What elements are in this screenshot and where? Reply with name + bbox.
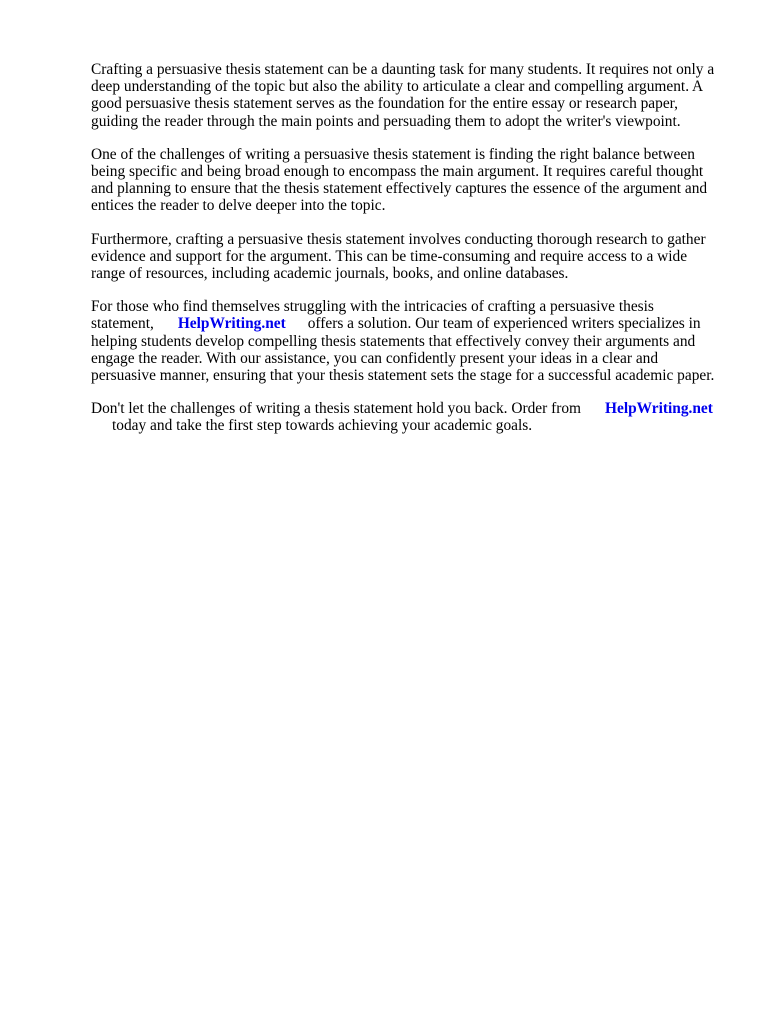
paragraph-solution-text-after: offers a solution. Our team of experienced writers specializes in helping students develop compelling thesis statements that effectively convey their arguments and engage the reader. With our assistance, you can confidently present your ideas in a clear and persuasive manner, ensuring that your thesis statement sets the stage for a successful academic paper. [91, 315, 715, 385]
paragraph-solution-text-before: For those who find themselves struggling with the intricacies of crafting a persuasive thesis statement, [91, 298, 654, 333]
paragraph-cta-text-after: today and take the first step towards achieving your academic goals. [112, 417, 533, 435]
paragraph-call-to-action [91, 400, 723, 434]
document-body [91, 61, 723, 451]
paragraph-challenges: One of the challenges of writing a persuasive thesis statement is finding the right balance between being specific and being broad enough to encompass the main argument. It requires careful thought and planning to ensure that the thesis statement effectively captures the essence of the argument and entices the reader to delve deeper into the topic. [91, 145, 708, 215]
helpwriting-link-cta[interactable]: HelpWriting.net [605, 400, 713, 418]
paragraph-intro: Crafting a persuasive thesis statement can be a daunting task for many students. It requires not only a deep understanding of the topic but also the ability to articulate a clear and compelling argument. A good persuasive thesis statement serves as the foundation for the entire essay or research paper, guiding the reader through the main points and persuading them to adopt the writer's viewpoint. [91, 61, 715, 130]
paragraph-cta-text-before: Don't let the challenges of writing a thesis statement hold you back. Order from [91, 400, 582, 418]
paragraph-solution [91, 298, 723, 384]
helpwriting-link[interactable]: HelpWriting.net [177, 315, 286, 333]
paragraph-research: Furthermore, crafting a persuasive thesis statement involves conducting thorough research to gather evidence and support for the argument. This can be time-consuming and require access to a wide range of resources, including academic journals, books, and online databases. [91, 230, 706, 283]
